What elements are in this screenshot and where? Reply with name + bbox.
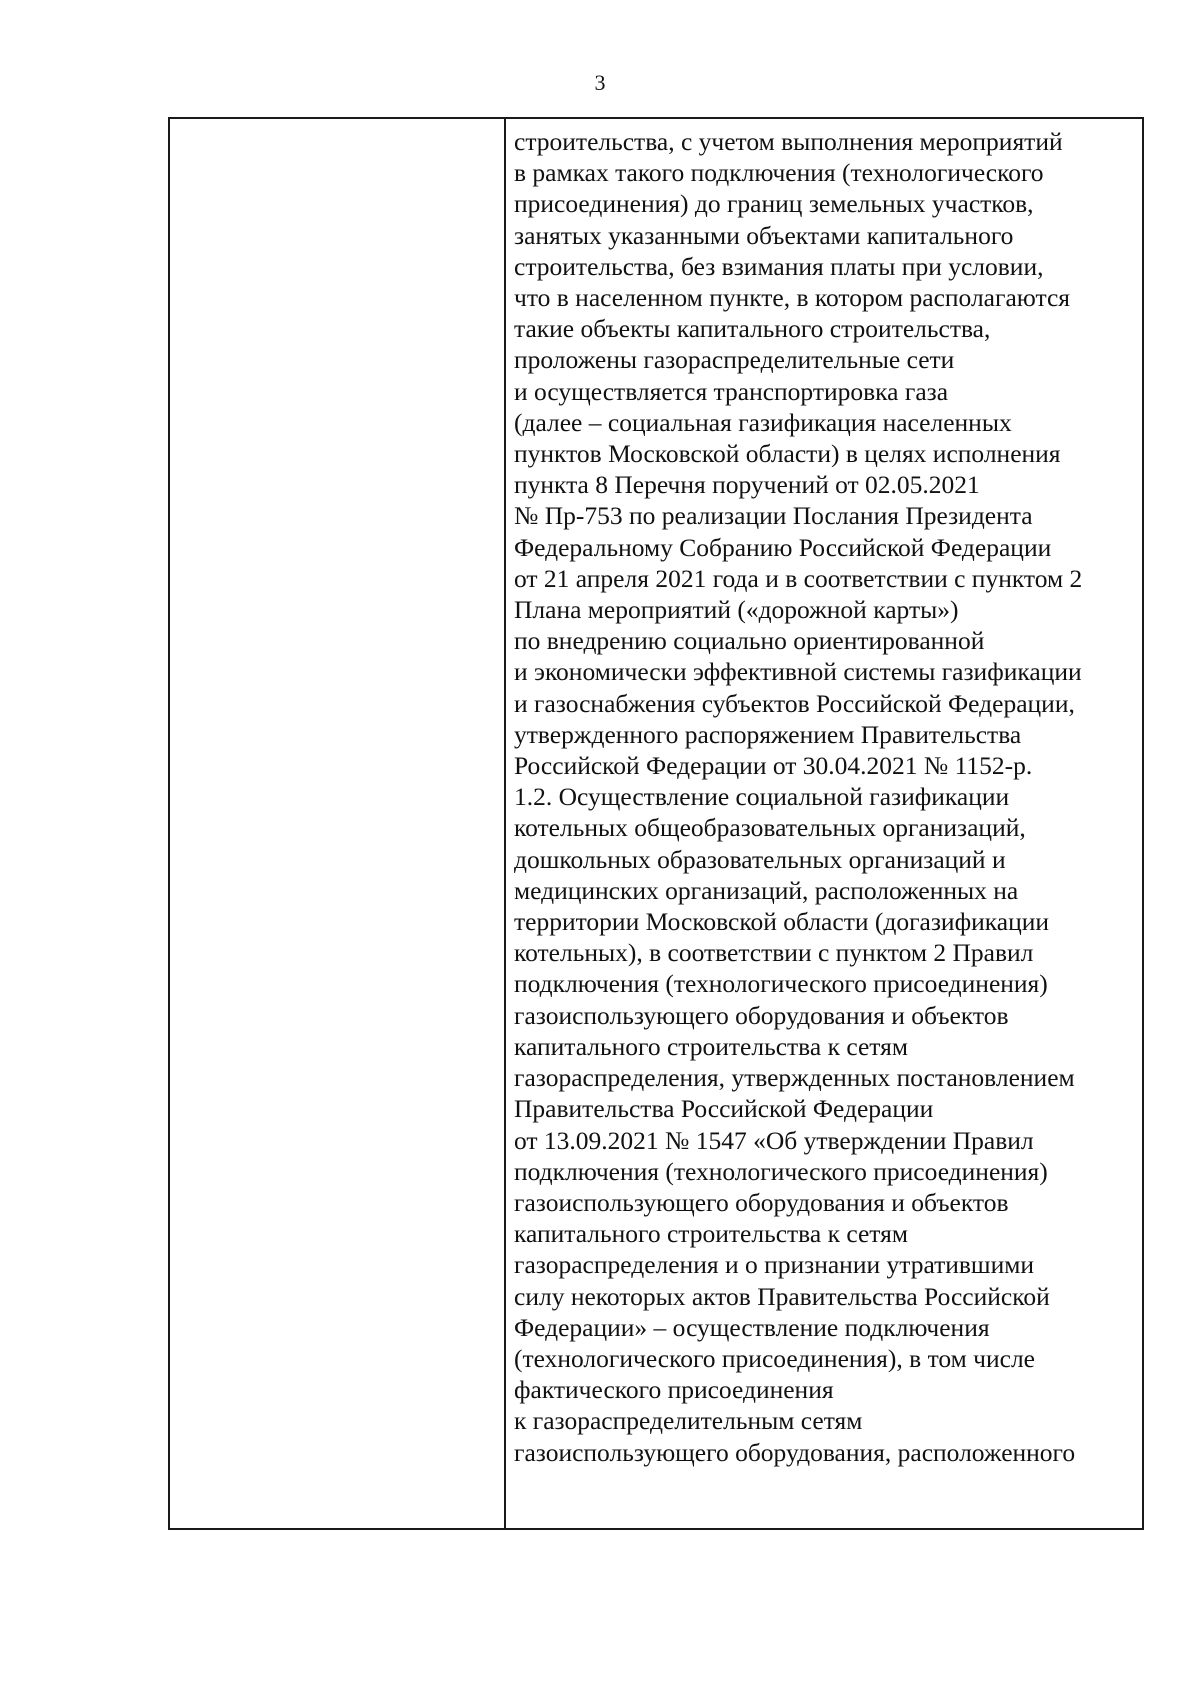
text-line: Плана мероприятий («дорожной карты»)	[514, 595, 959, 625]
text-line: Российской Федерации от 30.04.2021 № 1152-р.	[514, 751, 1033, 781]
text-line: территории Московской области (догазификации	[514, 907, 1050, 937]
table-cell-right	[506, 119, 1142, 1528]
text-line: от 13.09.2021 № 1547 «Об утверждении Правил	[514, 1125, 1034, 1155]
text-line: и экономически эффективной системы газификации	[514, 657, 1082, 687]
text-line: строительства, без взимания платы при условии,	[514, 251, 1044, 281]
text-line: 1.2. Осуществление социальной газификации	[514, 782, 1010, 812]
text-line: и осуществляется транспортировка газа	[514, 376, 949, 406]
text-line: дошкольных образовательных организаций и	[514, 844, 1006, 874]
text-line: подключения (технологического присоединения)	[514, 1156, 1048, 1186]
text-line: газоиспользующего оборудования, расположенного	[514, 1437, 1076, 1467]
text-line: Федерации» – осуществление подключения	[514, 1312, 990, 1342]
text-line: котельных общеобразовательных организаций,	[514, 813, 1026, 843]
document-table	[168, 117, 1144, 1530]
text-line: газораспределения и о признании утратившими	[514, 1250, 1034, 1280]
text-line: утвержденного распоряжением Правительства	[514, 719, 1022, 749]
text-line: (далее – социальная газификация населенных	[514, 407, 1012, 437]
table-cell-left	[170, 119, 506, 1528]
text-line: пункта 8 Перечня поручений от 02.05.2021	[514, 470, 980, 500]
text-line: капитального строительства к сетям	[514, 1219, 908, 1249]
text-line: проложены газораспределительные сети	[514, 345, 955, 375]
text-line: и газоснабжения субъектов Российской Федерации,	[514, 688, 1075, 718]
text-line: строительства, с учетом выполнения мероприятий	[514, 127, 1063, 156]
text-line: что в населенном пункте, в котором располагаются	[514, 283, 1070, 313]
text-line: в рамках такого подключения (технологического	[514, 158, 1044, 188]
text-line: № Пр-753 по реализации Послания Президента	[514, 501, 1033, 531]
text-line: подключения (технологического присоединения)	[514, 969, 1048, 999]
text-line: газоиспользующего оборудования и объектов	[514, 1187, 1009, 1217]
text-line: фактического присоединения	[514, 1375, 834, 1405]
text-line: (технологического присоединения), в том числе	[514, 1343, 1035, 1373]
text-line: присоединения) до границ земельных участков,	[514, 189, 1034, 219]
text-line: к газораспределительным сетям	[514, 1406, 863, 1436]
text-line: от 21 апреля 2021 года и в соответствии с пунктом 2	[514, 563, 1083, 593]
text-line: пунктов Московской области) в целях исполнения	[514, 439, 1061, 469]
page-number: 3	[594, 70, 606, 95]
text-line: газоиспользующего оборудования и объектов	[514, 1000, 1009, 1030]
text-line: силу некоторых актов Правительства Российской	[514, 1281, 1050, 1311]
text-line: капитального строительства к сетям	[514, 1031, 908, 1061]
text-line: по внедрению социально ориентированной	[514, 626, 985, 656]
text-line: котельных), в соответствии с пунктом 2 Правил	[514, 938, 1034, 968]
text-line: медицинских организаций, расположенных на	[514, 875, 1019, 905]
text-line: занятых указанными объектами капитального	[514, 220, 1014, 250]
text-line: такие объекты капитального строительства,	[514, 314, 991, 344]
text-line: Федеральному Собранию Российской Федерации	[514, 532, 1052, 562]
text-line: Правительства Российской Федерации	[514, 1094, 934, 1124]
text-line: газораспределения, утвержденных постановлением	[514, 1063, 1075, 1093]
